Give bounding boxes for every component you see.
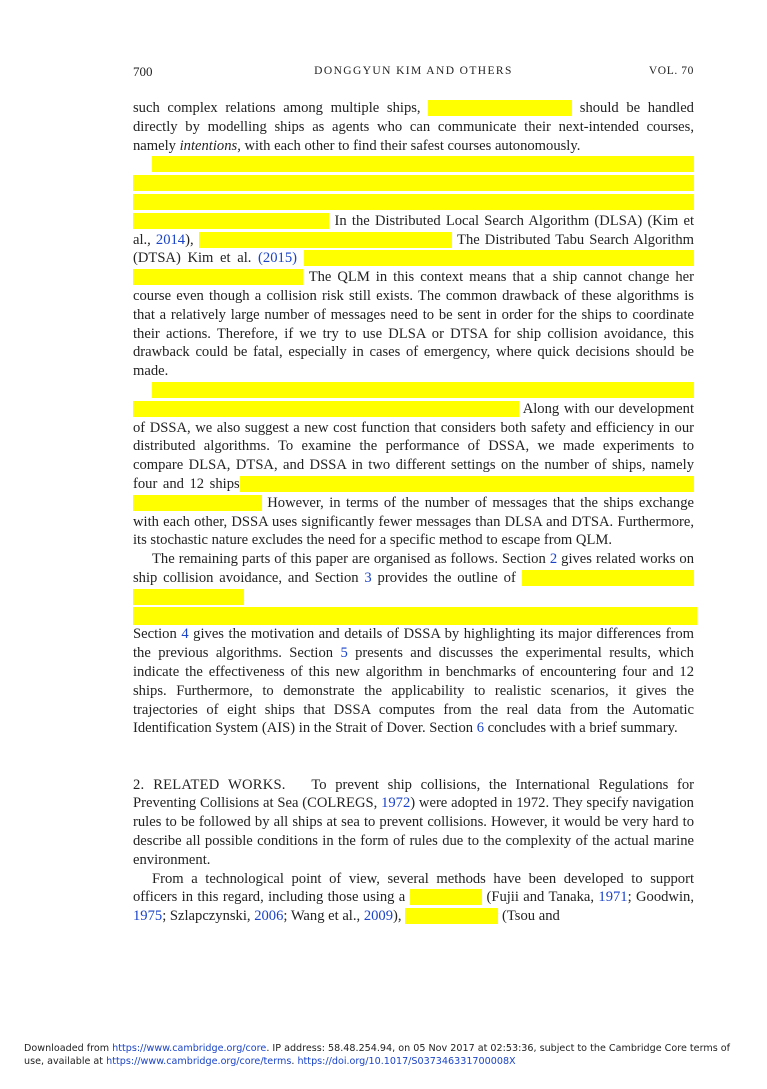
highlight: distributed coordination (428, 100, 573, 116)
paragraph-2: Our prior studies have applied distributed constraint optimisation to the ship collision avoidance problem and proposed algorithms that let each ship decide her own course by exchanging intentions with the other ships in the encounter. Both approaches however show typical problems of local search. In the Distributed Local Search Algorithm (DLSA) (Kim et al., 2014), ships can fall into a quasi-local minimum. The Distributed Tabu Search Algorithm (DTSA) Kim et al. (2015) escapes it with a tabu list, but it requires many more message exchanges among the ships. The QLM in this context means that a ship cannot change her course even though a collision risk still exists. The common drawback of these algorithms is that a relatively large number of messages need to be sent in order for the ships to coordinate their actions. Therefore, if we try to use DLSA or DTSA for ship collision avoidance, this drawback could be fatal, especially in cases of emergency, where quick decisions should be made. (133, 156, 694, 380)
highlight: Our prior studies have applied distributed constraint optimisation to the ship collision avoidance problem and proposed algorithms that let each ship decide her own course by exchanging intentions with the other ships in the encounter. Both approaches however show typical problems of local search. (133, 156, 694, 229)
section-2-paragraph: 2. RELATED WORKS. To prevent ship collisions, the International Regulations for Preventing Collisions at Sea (COLREGS, 1972) were adopted in 1972. They specify navigation rules to be followed by all ships at sea to prevent collisions. However, it would be very hard to describe all possible conditions in the form of rules due to the complexity of the actual marine environment. (133, 776, 694, 868)
running-header (133, 64, 694, 84)
page-number: 700 (133, 64, 153, 79)
article-body (133, 99, 694, 926)
paragraph-4: The remaining parts of this paper are organised as follows. Section 2 gives related works on ship collision avoidance, and Section 3 provides the outline of the distributed ship collision avoidance problem and how it is formulated as a distributed constraint optimisation. Section 4 gives the motivation and details of DSSA by highlighting its major differences from the previous algorithms. Section 5 presents and discusses the experimental results, which indicate the effectiveness of this new algorithm in benchmarks of encountering four and 12 ships. Furthermore, to demonstrate the applicability to realistic scenarios, it gives the trajectories of eight ships that DSSA computes from the real data from the Automatic Identification System (AIS) in the Strait of Dover. Section 6 concludes with a brief summary. (133, 550, 694, 738)
section-heading: 2. RELATED WORKS. (133, 776, 286, 793)
section-link[interactable]: 6 (476, 720, 485, 737)
highlight: In this paper we propose a new algorithm, the Distributed Stochastic Search Algorithm (DSSA), in which each ship changes her intention stochastically. (133, 381, 694, 417)
doi-link[interactable]: https://doi.org/10.1017/S037346331700008X (297, 1056, 516, 1067)
highlight: the distributed ship collision avoidance problem (133, 569, 695, 605)
highlight: fuzzy set theory (405, 908, 499, 925)
paragraph-6: From a technological point of view, several methods have been developed to support officers in this regard, including those using a ship domain (Fujii and Tanaka, 1971; Goodwin, 1975; Szlapczynski, 2006; Wang et al., 2009), fuzzy set theory (Tsou and (133, 870, 694, 925)
citation-link[interactable]: 1975 (133, 908, 163, 925)
section-link[interactable]: 5 (340, 645, 348, 662)
highlight: ship domain (409, 889, 483, 906)
section-link[interactable]: 3 (364, 569, 372, 586)
section-spacer (133, 738, 694, 776)
citation-link[interactable]: 2014 (155, 231, 186, 248)
download-footer: Downloaded from https://www.cambridge.org/core. IP address: 58.48.254.94, on 05 Nov 2017 at 02:53:36, subject to the Cambridge Core terms of use, available at https://www.cambridge.org/core/terms. https://doi.org/10.1017/S037346331700008X (24, 1043, 730, 1067)
highlight: escapes it with a tabu list, but it requires many more message exchanges among the ships. (133, 250, 694, 286)
citation-link[interactable]: 2009 (363, 908, 394, 925)
highlight: ships can fall into a quasi-local minimum. (198, 231, 453, 248)
cambridge-core-link[interactable]: https://www.cambridge.org/core (112, 1043, 267, 1054)
paragraph-1: such complex relations among multiple ships, distributed coordination should be handled directly by modelling ships as agents who can communicate their next-intended courses, namely intentions, with each other to find their safest courses autonomously. (133, 100, 694, 154)
highlight: and how it is formulated as a distributed constraint optimisation. (133, 607, 697, 626)
volume-label: VOL. 70 (648, 65, 694, 77)
running-authors: DONGGYUN KIM AND OTHERS (314, 65, 513, 77)
highlight: . The results show that DSSA achieves a success rate comparable with the other two algorithms. (133, 475, 694, 511)
citation-link[interactable]: 2015 (262, 250, 293, 267)
citation-link[interactable]: 1971 (598, 889, 628, 906)
citation-link[interactable]: 2006 (254, 908, 284, 925)
paragraph-3: In this paper we propose a new algorithm, the Distributed Stochastic Search Algorithm (DSSA), in which each ship changes her intention stochastically. Along with our development of DSSA, we also suggest a new cost function that considers both safety and efficiency in our distributed algorithms. To examine the performance of DSSA, we made experiments to compare DLSA, DTSA, and DSSA in two different settings on the number of ships, namely four and 12 ships. The results show that DSSA achieves a success rate comparable with the other two algorithms. However, in terms of the number of messages that the ships exchange with each other, DSSA uses significantly fewer messages than DLSA and DTSA. Furthermore, its stochastic nature excludes the need for a specific method to escape from QLM. (133, 381, 694, 549)
citation-link[interactable]: 1972 (381, 795, 411, 812)
section-link[interactable]: 4 (181, 626, 189, 643)
section-link[interactable]: 2 (549, 551, 558, 568)
terms-link[interactable]: https://www.cambridge.org/core/terms (106, 1056, 292, 1067)
